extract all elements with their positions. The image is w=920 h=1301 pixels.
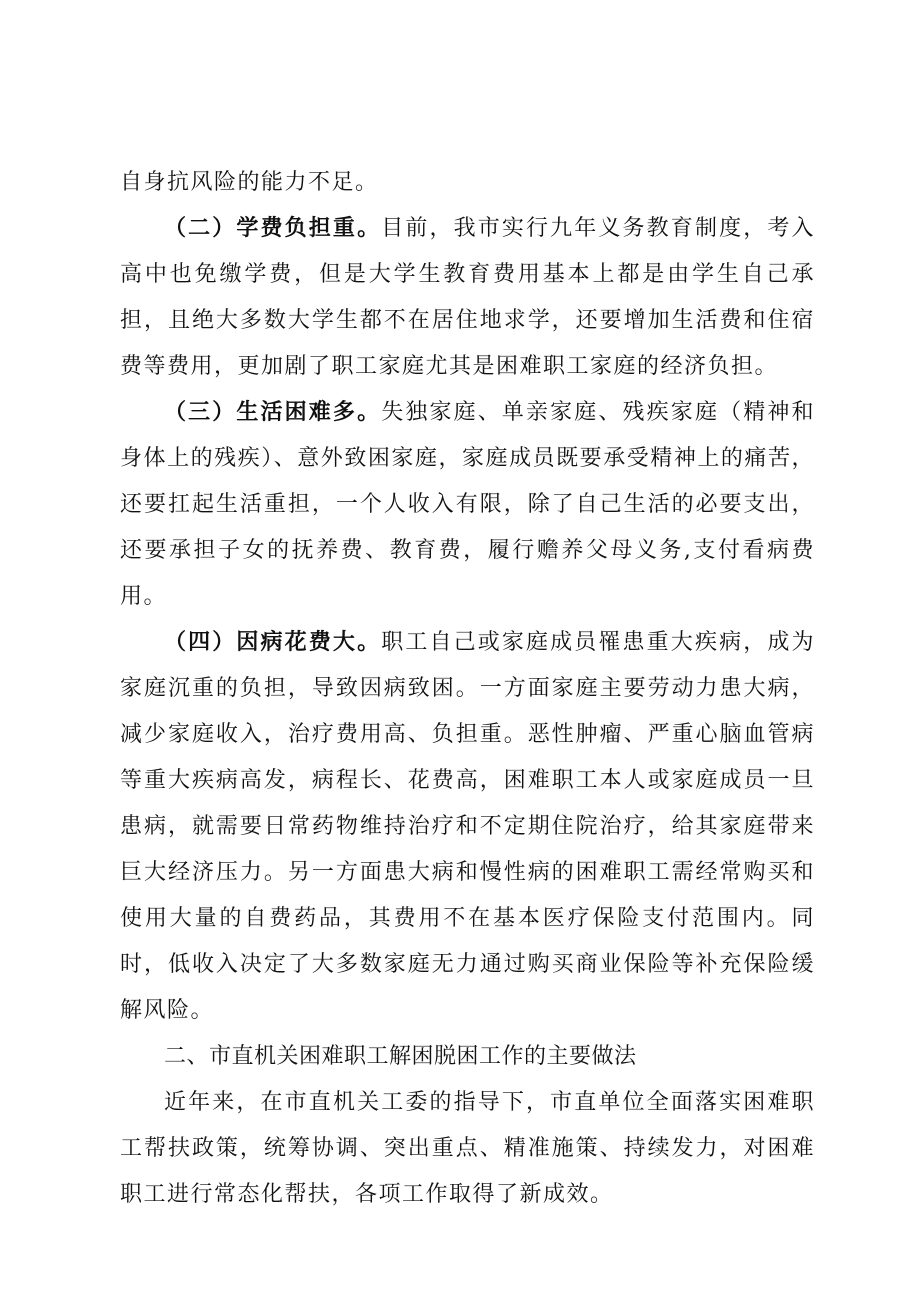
section-lead: （三）生活困难多。 <box>164 400 382 425</box>
section-tuition-paragraph <box>120 206 815 390</box>
section-heading: 二、市直机关困难职工解困脱困工作的主要做法 <box>164 1044 637 1069</box>
section-body: 失独家庭、单亲家庭、残疾家庭（精神和身体上的残疾）、意外致困家庭，家庭成员既要承受精神上的痛苦，还要扛起生活重担，一个人收入有限，除了自己生活的必要支出，还要承担子女的抚养费、教育费，履行赡养父母义务,支付看病费用。 <box>120 400 815 609</box>
section-lead: （二）学费负担重。 <box>164 216 382 241</box>
section-body: 职工自己或家庭成员罹患重大疾病，成为家庭沉重的负担，导致因病致困。一方面家庭主要劳动力患大病，减少家庭收入，治疗费用高、负担重。恶性肿瘤、严重心脑血管病等重大疾病高发，病程长、花费高，困难职工本人或家庭成员一旦患病，就需要日常药物维持治疗和不定期住院治疗，给其家庭带来巨大经济压力。另一方面患大病和慢性病的困难职工需经常购买和使用大量的自费药品，其费用不在基本医疗保险支付范围内。同时，低收入决定了大多数家庭无力通过购买商业保险等补充保险缓解风险。 <box>120 630 815 1023</box>
section-lead: （四）因病花费大。 <box>164 630 382 655</box>
closing-paragraph: 近年来，在市直机关工委的指导下，市直单位全面落实困难职工帮扶政策，统筹协调、突出重点、精准施策、持续发力，对困难职工进行常态化帮扶，各项工作取得了新成效。 <box>120 1090 815 1207</box>
section-body: 目前，我市实行九年义务教育制度，考入高中也免缴学费，但是大学生教育费用基本上都是由学生自己承担，且绝大多数大学生都不在居住地求学，还要增加生活费和住宿费等费用，更加剧了职工家庭尤其是困难职工家庭的经济负担。 <box>120 216 815 379</box>
document-page <box>120 160 815 1218</box>
section-living-paragraph <box>120 390 815 620</box>
continuation-paragraph: 自身抗风险的能力不足。 <box>120 170 379 195</box>
section-illness-paragraph <box>120 620 815 1034</box>
